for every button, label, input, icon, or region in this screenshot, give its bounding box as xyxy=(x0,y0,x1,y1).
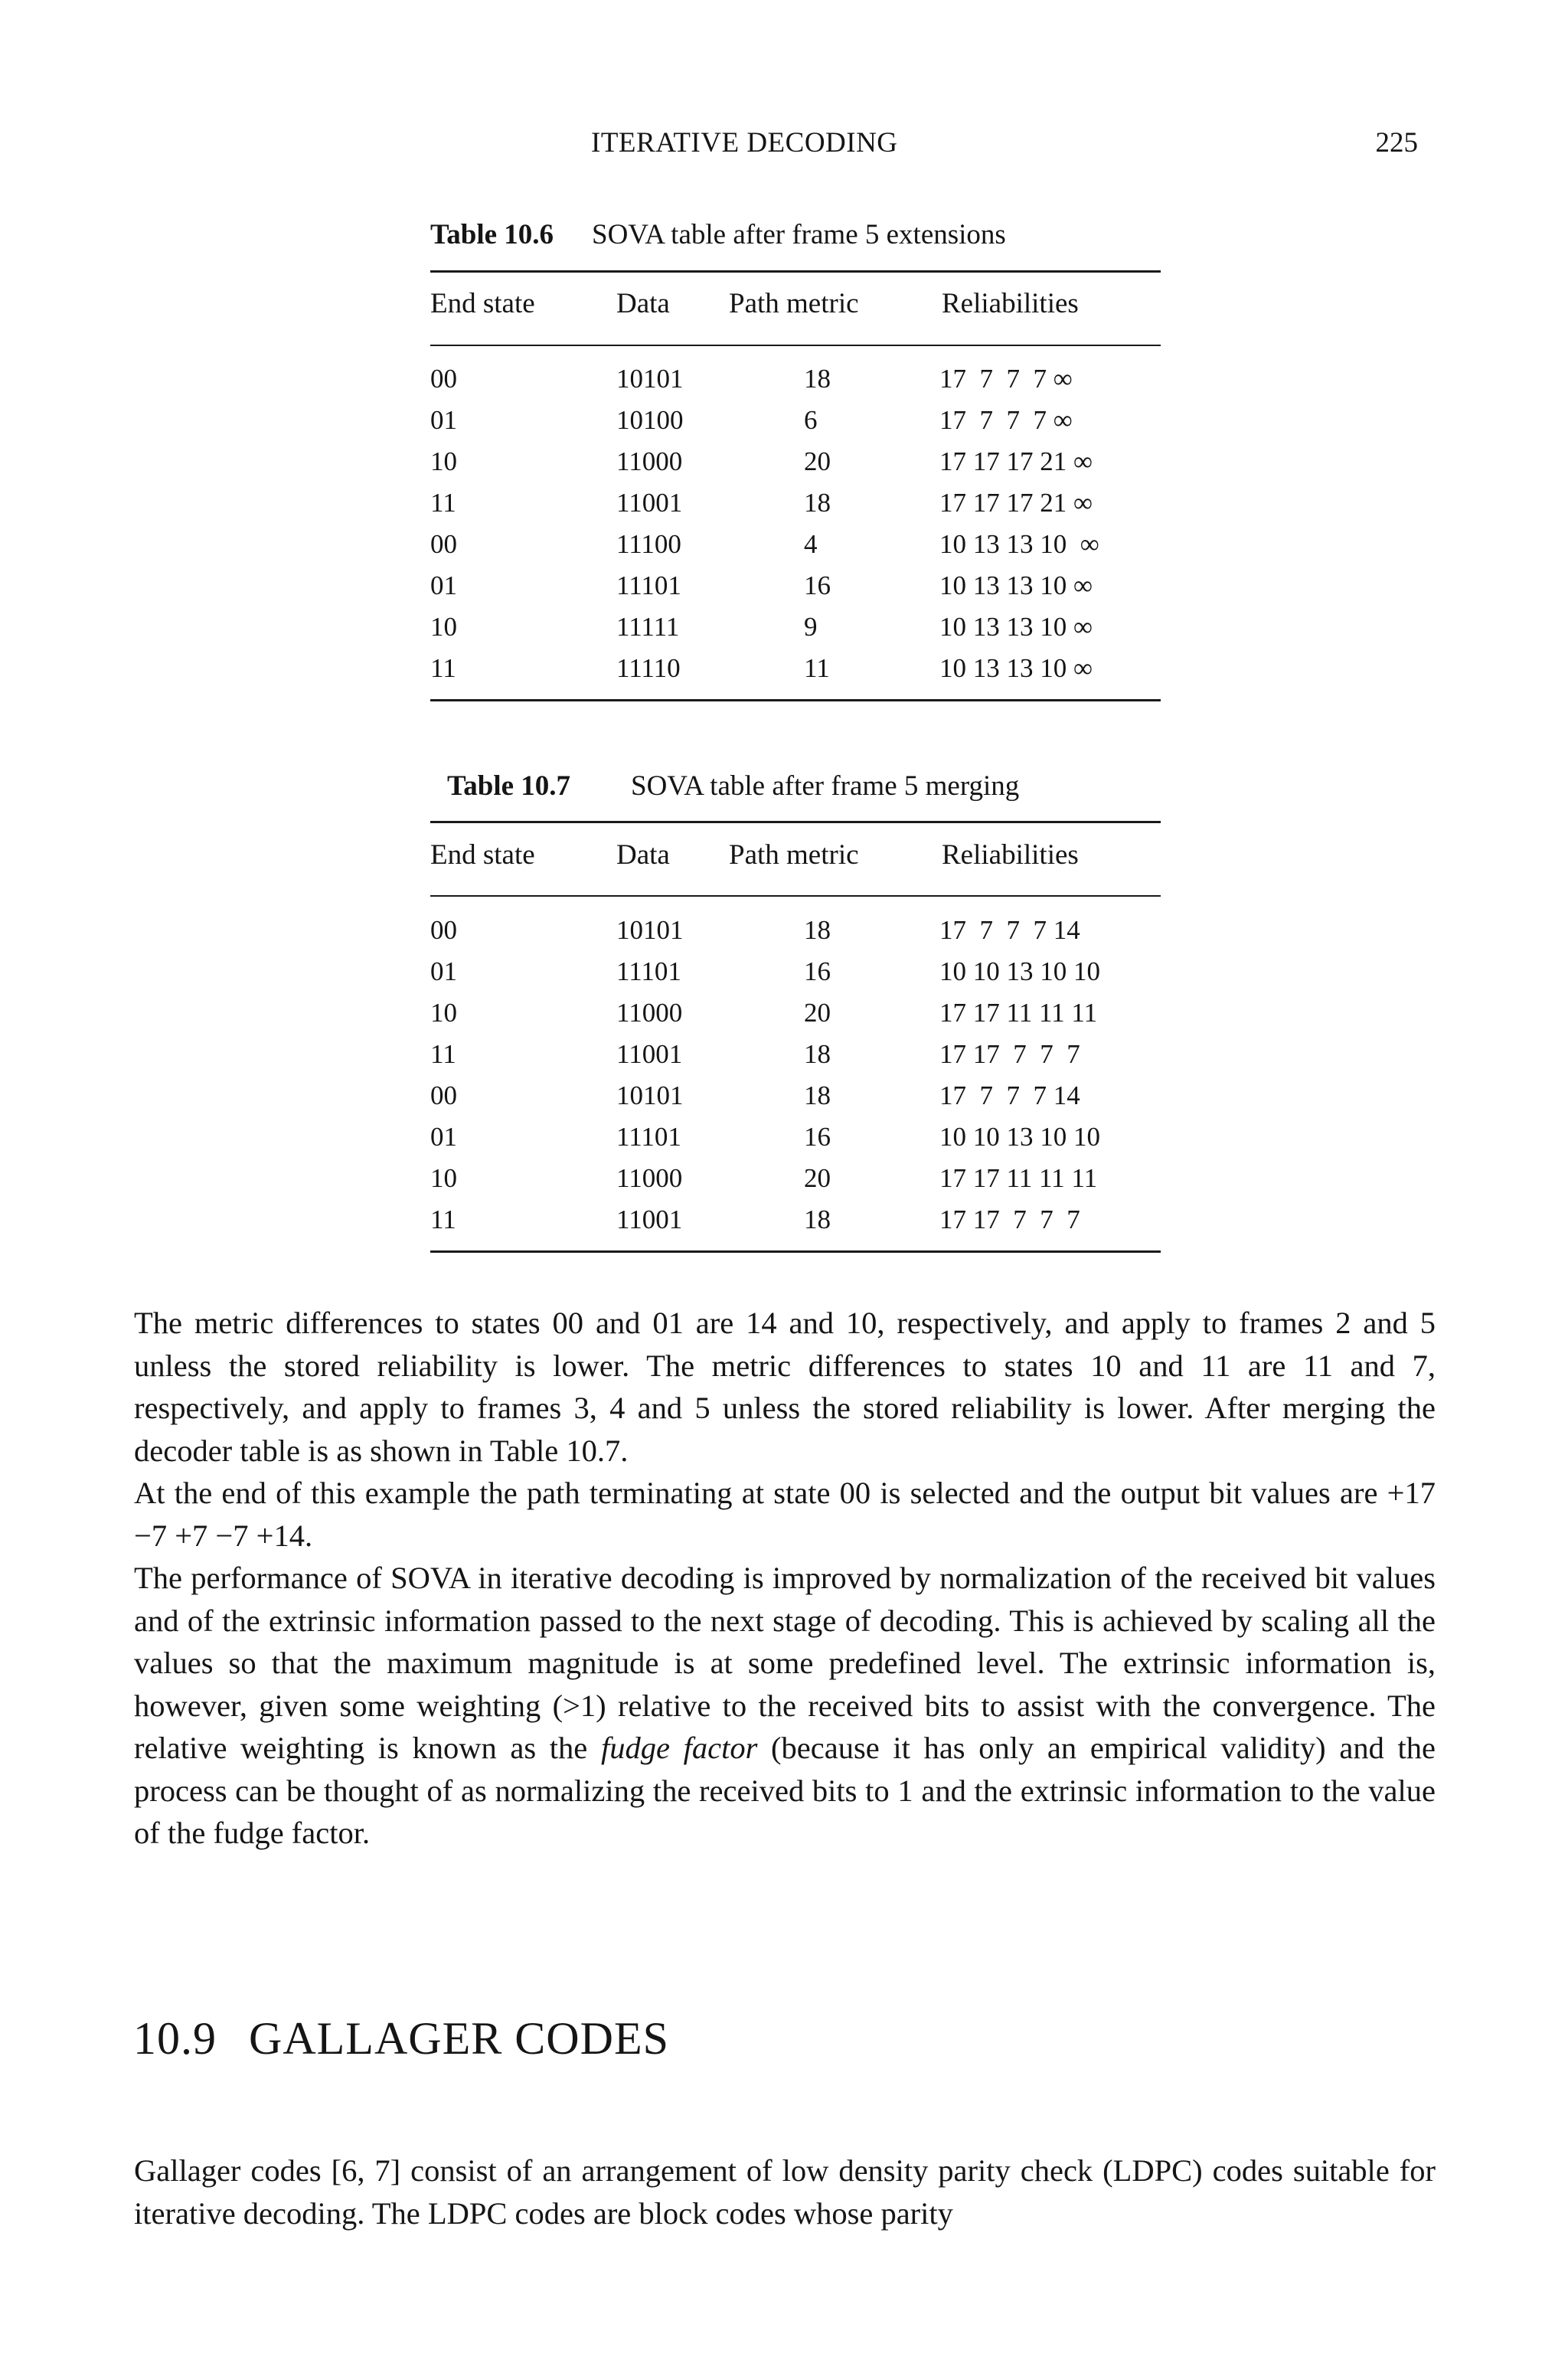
paragraph xyxy=(134,1557,1436,1855)
section-heading xyxy=(133,2012,669,2065)
running-title: ITERATIVE DECODING xyxy=(591,127,898,159)
column-header: Reliabilities xyxy=(942,839,1079,871)
cell-path-metric: 18 xyxy=(804,364,831,394)
cell-path-metric: 18 xyxy=(804,488,831,518)
cell-end-state: 00 xyxy=(430,364,457,394)
cell-reliabilities: 17 17 7 7 7 xyxy=(939,1039,1080,1069)
table-header-rule xyxy=(430,895,1161,897)
cell-end-state: 10 xyxy=(430,998,457,1028)
cell-reliabilities: 17 17 11 11 11 xyxy=(939,1163,1098,1193)
column-header: Data xyxy=(616,288,670,319)
table-number: Table 10.7 xyxy=(447,770,571,802)
cell-reliabilities: 17 17 17 21 ∞ xyxy=(939,488,1093,518)
paragraph-text: (because it has only an empirical validity) and the process can be thought of as normalizing the received bits to 1 and the extrinsic information to the value of the fudge factor. xyxy=(134,1731,1436,1850)
column-header: Path metric xyxy=(729,288,859,319)
table-row xyxy=(430,1122,1161,1152)
table-row xyxy=(430,405,1161,436)
table-row xyxy=(430,653,1161,684)
table-row xyxy=(430,1080,1161,1111)
table-header-row xyxy=(430,287,1161,318)
cell-data: 11000 xyxy=(616,998,683,1028)
table-header-rule xyxy=(430,345,1161,346)
cell-path-metric: 16 xyxy=(804,570,831,600)
table-row xyxy=(430,612,1161,642)
cell-data: 11000 xyxy=(616,1163,683,1193)
table-row xyxy=(430,998,1161,1028)
page-number: 225 xyxy=(1375,127,1418,159)
cell-data: 10101 xyxy=(616,1080,684,1110)
column-header: End state xyxy=(430,839,535,871)
cell-reliabilities: 10 10 13 10 10 xyxy=(939,956,1100,986)
running-header xyxy=(133,126,1435,172)
cell-reliabilities: 17 17 17 21 ∞ xyxy=(939,446,1093,476)
table-caption xyxy=(447,770,1020,803)
cell-path-metric: 4 xyxy=(804,529,818,559)
cell-path-metric: 6 xyxy=(804,405,818,435)
cell-data: 11101 xyxy=(616,1122,681,1152)
paragraph: At the end of this example the path terminating at state 00 is selected and the output bit values are +17 −7 +7 −7 +14. xyxy=(134,1476,1436,1553)
cell-data: 11001 xyxy=(616,1039,683,1069)
cell-data: 11110 xyxy=(616,653,681,683)
cell-end-state: 10 xyxy=(430,612,457,642)
cell-reliabilities: 10 13 13 10 ∞ xyxy=(939,612,1093,642)
cell-reliabilities: 10 13 13 10 ∞ xyxy=(939,653,1093,683)
table-row xyxy=(430,1163,1161,1194)
cell-path-metric: 20 xyxy=(804,446,831,476)
cell-path-metric: 18 xyxy=(804,1080,831,1110)
cell-data: 10101 xyxy=(616,915,684,945)
table-row xyxy=(430,915,1161,946)
cell-reliabilities: 10 13 13 10 ∞ xyxy=(939,529,1099,559)
cell-reliabilities: 10 13 13 10 ∞ xyxy=(939,570,1093,600)
cell-path-metric: 20 xyxy=(804,998,831,1028)
cell-path-metric: 9 xyxy=(804,612,818,642)
table-header-row xyxy=(430,838,1161,869)
body-text xyxy=(134,1302,1436,1855)
section-body-text xyxy=(134,2149,1436,2234)
paragraph-text: The performance of SOVA in iterative decoding is improved by normalization of the received bit values and of the extrinsic information passed to the next stage of decoding. This is achieved by scaling all the values so that the maximum magnitude is at some predefined level. The extrinsic information is, however, given some weighting (>1) relative to the received bits to assist with the convergence. The relative weighting is known as the xyxy=(134,1561,1436,1765)
cell-reliabilities: 17 17 11 11 11 xyxy=(939,998,1098,1028)
cell-path-metric: 18 xyxy=(804,915,831,945)
cell-path-metric: 11 xyxy=(804,653,830,683)
cell-data: 11100 xyxy=(616,529,681,559)
cell-data: 11000 xyxy=(616,446,683,476)
cell-path-metric: 18 xyxy=(804,1205,831,1234)
cell-end-state: 10 xyxy=(430,446,457,476)
cell-end-state: 01 xyxy=(430,956,457,986)
table-row xyxy=(430,446,1161,477)
column-header: End state xyxy=(430,288,535,319)
cell-end-state: 11 xyxy=(430,1205,456,1234)
cell-data: 11101 xyxy=(616,956,681,986)
section-title: GALLAGER CODES xyxy=(249,2013,669,2064)
cell-data: 11001 xyxy=(616,1205,683,1234)
column-header: Reliabilities xyxy=(942,288,1079,319)
cell-reliabilities: 10 10 13 10 10 xyxy=(939,1122,1100,1152)
cell-end-state: 00 xyxy=(430,915,457,945)
paragraph: The metric differences to states 00 and 01 are 14 and 10, respectively, and apply to frames 2 and 5 unless the stored reliability is lower. The metric differences to states 10 and 11 are 11 and 7, respectively, and apply to frames 3, 4 and 5 unless the stored reliability is lower. After merging the decoder table is as shown in Table 10.7. xyxy=(134,1306,1436,1468)
cell-path-metric: 16 xyxy=(804,956,831,986)
cell-end-state: 00 xyxy=(430,529,457,559)
cell-reliabilities: 17 7 7 7 14 xyxy=(939,1080,1080,1110)
cell-data: 11101 xyxy=(616,570,681,600)
table-row xyxy=(430,1039,1161,1070)
section-number: 10.9 xyxy=(133,2013,217,2064)
cell-path-metric: 20 xyxy=(804,1163,831,1193)
table-row xyxy=(430,570,1161,601)
cell-end-state: 01 xyxy=(430,1122,457,1152)
table-bottom-rule xyxy=(430,1250,1161,1253)
cell-path-metric: 16 xyxy=(804,1122,831,1152)
cell-end-state: 01 xyxy=(430,570,457,600)
cell-path-metric: 18 xyxy=(804,1039,831,1069)
cell-reliabilities: 17 7 7 7 ∞ xyxy=(939,405,1073,435)
table-caption-text: SOVA table after frame 5 extensions xyxy=(592,219,1006,250)
table-top-rule xyxy=(430,270,1161,273)
paragraph: Gallager codes [6, 7] consist of an arrangement of low density parity check (LDPC) codes suitable for iterative decoding. The LDPC codes are block codes whose parity xyxy=(134,2153,1436,2231)
cell-data: 10100 xyxy=(616,405,684,435)
cell-end-state: 00 xyxy=(430,1080,457,1110)
cell-end-state: 10 xyxy=(430,1163,457,1193)
table-top-rule xyxy=(430,821,1161,823)
table-number: Table 10.6 xyxy=(430,219,554,250)
table-10-6 xyxy=(430,218,1161,708)
cell-end-state: 11 xyxy=(430,653,456,683)
table-row xyxy=(430,1205,1161,1235)
table-row xyxy=(430,529,1161,560)
cell-reliabilities: 17 17 7 7 7 xyxy=(939,1205,1080,1234)
table-row xyxy=(430,488,1161,518)
cell-data: 11001 xyxy=(616,488,683,518)
column-header: Path metric xyxy=(729,839,859,871)
cell-reliabilities: 17 7 7 7 ∞ xyxy=(939,364,1073,394)
cell-end-state: 11 xyxy=(430,1039,456,1069)
table-10-7 xyxy=(430,770,1161,1260)
cell-end-state: 11 xyxy=(430,488,456,518)
table-row xyxy=(430,956,1161,987)
table-row xyxy=(430,364,1161,394)
table-bottom-rule xyxy=(430,699,1161,701)
cell-end-state: 01 xyxy=(430,405,457,435)
column-header: Data xyxy=(616,839,670,871)
cell-data: 11111 xyxy=(616,612,680,642)
table-caption xyxy=(430,218,1006,251)
emphasized-term: fudge factor xyxy=(600,1731,758,1765)
table-caption-text: SOVA table after frame 5 merging xyxy=(631,770,1020,802)
cell-reliabilities: 17 7 7 7 14 xyxy=(939,915,1080,945)
cell-data: 10101 xyxy=(616,364,684,394)
